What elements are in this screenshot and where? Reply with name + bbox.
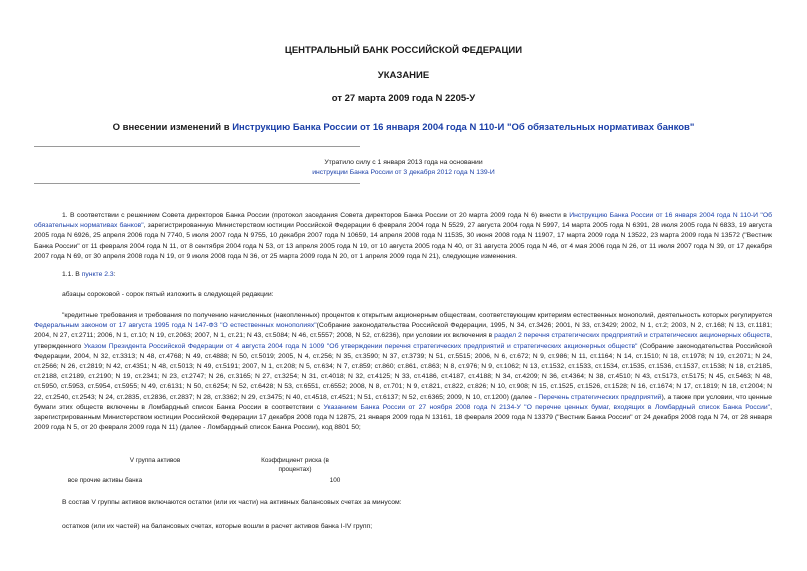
paragraph-new-wording — [34, 311, 772, 433]
table-row-value: 100 — [329, 477, 341, 484]
repeal-note-text: Утратило силу с 1 января 2013 года на основании — [324, 159, 483, 166]
document-title — [0, 122, 807, 133]
instruction-139i-link[interactable]: инструкции Банка России от 3 декабря 2012 года N 139-И — [312, 169, 495, 176]
p4-text-f: , зарегистрированным Министерством юстиции Российской Федерации 17 декабря 2008 года N 12875, 21 января 2009 года N 13161, 18 февраля 2009 года N 13379 ("Вестник Банка России" от 24 декабря 2008 года N 74, от 28 января 2009 года N 5, от 20 февраля 2009 года N 11) (далее - Ломбардный список Банка России), код 8801 50; — [34, 403, 772, 432]
table-header-asset-group: V группа активов — [129, 457, 181, 464]
repeal-note — [0, 158, 807, 178]
p1-text-b: , зарегистрированную Министерством юстиции Российской Федерации 6 февраля 2004 года N 5529, 27 августа 2004 года N 5997, 14 марта 2005 года N 6391, 28 июля 2005 года N 6833, 19 августа 2005 года N 6926, 25 апреля 2006 года N 7740, 5 июля 2007 года N 9755, 10 декабря 2007 года N 10659, 14 апреля 2008 года N 11535, 30 июня 2008 года N 11907, 17 марта 2009 года N 13522, 23 марта 2009 года N 13572 ("Вестник Банка России" от 11 февраля 2004 года N 11, от 8 сентября 2004 года N 53, от 13 апреля 2005 года N 19, от 10 августа 2005 года N 40, от 31 августа 2005 года N 46, от 4 мая 2006 года N 26, от 11 июля 2007 года N 39, от 17 декабря 2007 года N 69, от 30 апреля 2008 года N 19, от 9 июля 2008 года N 36, от 25 марта 2009 года N 20, от 1 апреля 2009 года N 21), следующие изменения. — [34, 222, 772, 260]
instruction-110i-link[interactable]: Инструкцию Банка России от 16 января 2004 года N 110-И "Об обязательных нормативах банков" — [232, 122, 695, 133]
p4-text-d: (Собрание законодательства Российской Федерации, 2004, N 32, ст.3313; N 48, ст.4768; N 49, ст.4888; N 50, ст.5019; 2005, N 4, ст.256; N 35, ст.3590; N 37, ст.3739; N 51, ст.5515; 2006, N 6, ст.672; N 9, ст.986; N 11, ст.1164; N 14, ст.1510; N 18, ст.1978; N 19, ст.2071; N 24, ст.2566; N 26, ст.2819; N 42, ст.4351; N 48, ст.5013; N 49, ст.5191; 2007, N 1, ст.208; N 5, ст.634; N 7, ст.859; ст.860; ст.861, ст.863; N 8, ст.976; N 9, ст.1062; N 13, ст.1532, ст.1533, ст.1534, ст.1535, ст.1536, ст.1537, ст.1538; N 18, ст.2185, ст.2188, ст.2189, ст.2190; N 19, ст.2341; N 23, ст.2747; N 26, ст.3165; N 27, ст.3254; N 31, ст.4018; N 32, ст.4125; N 33, ст.4186, ст.4187, ст.4188; N 34, ст.4209; N 36, ст.4364; N 38, ст.4510; N 43, ст.5173, ст.5175; N 45, ст.5463; N 48, ст.5950, ст.5953, ст.5954, ст.5955; N 49, ст.6131; N 50, ст.6254; N 52, ст.6428; N 53, ст.6551, ст.6552; 2008, N 8, ст.701; N 9, ст.821, ст.822, ст.826; N 10, ст.908; N 15, ст.1525, ст.1526, ст.1528; N 16, ст.1674; N 17, ст.1819; N 18, ст.2004; N 22, ст.2540, ст.2543; N 24, ст.2835, ст.2836, ст.2837; N 28, ст.3362; N 29, ст.3475; N 40, ст.4518, ст.4521; N 51, ст.6137; N 52, ст.6365; 2009, N 10, ст.1200) (далее - — [34, 342, 772, 401]
title-prefix: О внесении изменений в — [112, 122, 233, 133]
p4-text-c: , утвержденного — [34, 332, 772, 350]
note-bottom-divider — [34, 183, 360, 184]
instruction-110i-link-2[interactable]: Инструкцию Банка России от 16 января 2004 года N 110-И "Об обязательных нормативах банков" — [34, 212, 772, 230]
paragraph-balance-residuals: остатков (или их частей) на балансовых счетах, которые вошли в расчет активов банка I-IV групп; — [62, 523, 373, 530]
p2-text-a: 1.1. В — [62, 271, 82, 278]
p1-text-a: 1. В соответствии с решением Совета директоров Банка России (протокол заседания Совета директоров Банка России от 20 марта 2009 года N 6) внести в — [62, 212, 570, 219]
table-header-risk-coefficient: Коэффициент риска (в процентах) — [261, 457, 329, 473]
p2-text-b: : — [113, 271, 116, 278]
paragraph-1 — [34, 211, 772, 262]
p4-text-b: (Собрание законодательства Российской Федерации, 1995, N 34, ст.3426; 2001, N 33, ст.3429; 2002, N 1, ст.2; 2003, N 2, ст.168; N 13, ст.1181; 2004, N 27, ст.2711; 2006, N 1, ст.10; N 19, ст.2063; 2007, N 1, ст.21; N 43, ст.5084; N 46, ст.5557; 2008, N 52, ст.6236), при условии их включения в — [34, 322, 772, 340]
p4-text-e: ), а также при условии, что ценные бумаги этих обществ включены в Ломбардный список Банка России в соответствии с — [34, 393, 772, 411]
directive-2134u-link[interactable]: Указанием Банка России от 27 ноября 2008 года N 2134-У "О перечне ценных бумаг, входящих в Ломбардный список Банка России" — [323, 403, 771, 411]
document-date-number: от 27 марта 2009 года N 2205-У — [331, 93, 476, 104]
paragraph-amend-instruction: абзацы сороковой - сорок пятый изложить в следующей редакции: — [62, 291, 274, 298]
strategic-list-section-link[interactable]: раздел 2 перечня стратегических предприятий и стратегических акционерных обществ — [494, 332, 771, 340]
presidential-decree-1009-link[interactable]: Указом Президента Российской Федерации от 4 августа 2004 года N 1009 "Об утверждении перечня стратегических предприятий и стратегических акционерных обществ" — [83, 342, 638, 350]
issuer-heading: ЦЕНТРАЛЬНЫЙ БАНК РОССИЙСКОЙ ФЕДЕРАЦИИ — [284, 45, 523, 56]
note-top-divider — [34, 146, 360, 147]
paragraph-1-1 — [34, 270, 772, 280]
paragraph-group-v-composition: В состав V группы активов включаются остатки (или их части) на активных балансовых счетах за минусом: — [62, 499, 402, 506]
federal-law-147fz-link[interactable]: Федеральным законом от 17 августа 1995 года N 147-ФЗ "О естественных монополиях" — [34, 322, 317, 330]
p4-text-a: "кредитные требования и требования по получению начисленных (накопленных) процентов к открытым акционерным обществам, соответствующим критериям естественных монополий, деятельность которых регулируется — [62, 312, 772, 319]
table-row-label: все прочие активы банка — [67, 477, 143, 484]
strategic-enterprises-list-link[interactable]: Перечень стратегических предприятий — [538, 393, 662, 401]
clause-2-3-link[interactable]: пункте 2.3 — [81, 271, 114, 278]
document-type: УКАЗАНИЕ — [377, 70, 430, 81]
